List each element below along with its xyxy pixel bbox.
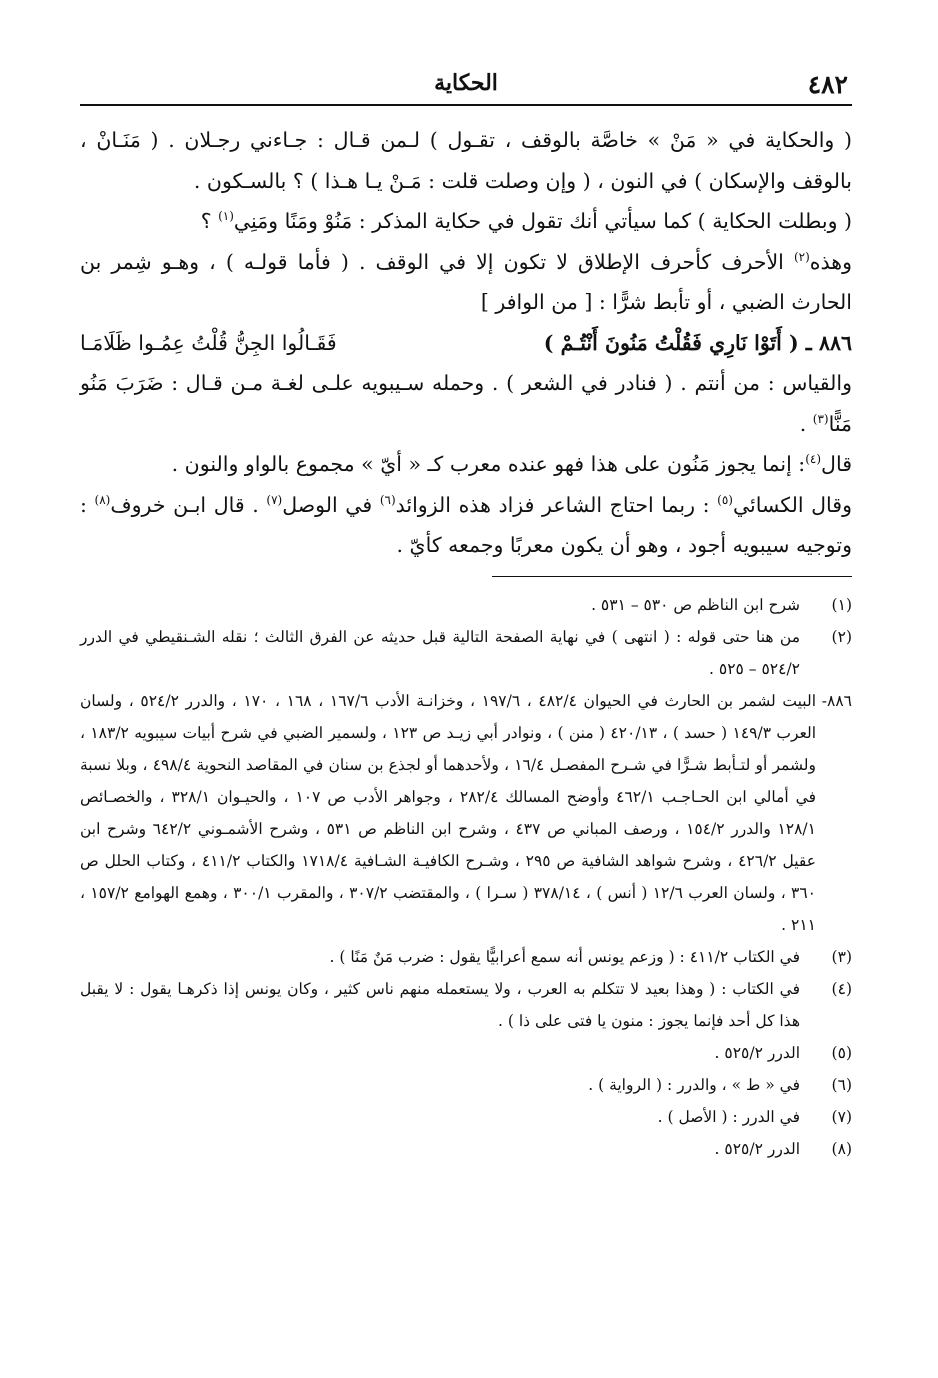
footnote-ref-8: (٨) [94,492,111,507]
paragraph-5: قال$^{(٤)}$: إنما يجوز مَنُون على هذا فهو عنده معرب كـ « أيّ » مجموع بالواو والنون . [171,452,852,476]
footnote-4 [80,973,852,1037]
paragraph-4: والقياس : من أنتم . ( فنادر في الشعر ) . وحمله سـيبويه علـى لغـة مـن قـال : ضَرَبَ مَنُو مَنًّا$^{(٣)}$ . [80,371,852,436]
verse-second-hemistich: فَقَـالُوا الجِنُّ قُلْتُ عِمُـوا ظَلَامَـا [80,330,337,355]
footnote-text: في الكتاب : ( وهذا بعيد لا تتكلم به العرب ، ولا يستعمله منهم ناس كثير ، وكان يونس إذا ذكرهـا يقول : لا يقبل هذا كل أحد فإنما يجوز : منون يا فتى على ذا ) . [80,979,800,1030]
page-header [80,68,852,106]
footnote-2 [80,621,852,685]
footnote-number: (٧) [831,1107,852,1126]
verse-first-hemistich: ٨٨٦ ـ ( أَتَوْا نَارِي فَقُلْتُ مَنُونَ أَنْتُـمْ ) [543,330,852,355]
footnotes [80,589,852,1165]
footnote-ref-3: (٣) [812,411,829,426]
footnote-text: في « ط » ، والدرر : ( الرواية ) . [588,1075,800,1094]
poetry-verse [80,323,852,364]
verse-source-note [80,685,852,941]
paragraph-1: ( والحكاية في « مَنْ » خاصَّة بالوقف ، تقـول ) لـمن قـال : جـاءني رجـلان . ( مَنَـانْ ، بالوقف والإسكان ) في النون ، ( وإن وصلت قلت : مَـنْ يـا هـذا ) ؟ بالسـكون . [80,128,852,193]
footnote-ref-6: (٦) [379,492,396,507]
footnote-text: في الدرر : ( الأصل ) . [657,1107,800,1126]
footnote-text: شرح ابن الناظم ص ٥٣٠ – ٥٣١ . [591,595,800,614]
paragraph-3: وهذه$^{(٢)}$ الأحرف كأحرف الإطلاق لا تكون إلا في الوقف . ( فأما قولـه ) ، وهـو شِمر بن الحارث الضبي ، أو تأبط شرًّا : [ من الوافر ] [80,249,852,314]
main-text [80,120,852,566]
footnote-number: (٥) [831,1043,852,1062]
chapter-title: الحكاية [434,70,498,96]
footnote-6 [80,1069,852,1101]
footnote-number: (٤) [831,979,852,998]
paragraph-6: وقال الكسائي$^{(٥)}$ : ربما احتاج الشاعر فزاد هذه الزوائد$^{(٦)}$ في الوصل$^{(٧)}$ . قال ابـن خروف$^{(٨)}$ : وتوجيه سيبويه أجود ، وهو أن يكون معربًا وجمعه كأيّ . [80,492,853,557]
footnote-text: من هنا حتى قوله : ( انتهى ) في نهاية الصفحة التالية قبل حديثه عن الفرق الثالث ؛ نقله الشـنقيطي في الدرر ٥٢٤/٢ – ٥٢٥ . [80,627,800,678]
footnote-1 [80,589,852,621]
footnote-ref-2: (٢) [793,249,810,264]
footnote-number: (٢) [831,627,852,646]
footnote-divider [492,576,852,577]
footnote-ref-7: (٧) [266,492,283,507]
footnote-text: الدرر ٥٢٥/٢ . [714,1043,800,1062]
footnote-number: (١) [831,595,852,614]
footnote-ref-5: (٥) [717,492,733,507]
footnote-8 [80,1133,852,1165]
footnote-text: الدرر ٥٢٥/٢ . [714,1139,800,1158]
footnote-7 [80,1101,852,1133]
footnote-text: في الكتاب ٤١١/٢ : ( وزعم يونس أنه سمع أعرابيًّا يقول : ضرب مَنٌ مَنًا ) . [329,947,800,966]
footnote-3 [80,941,852,973]
footnote-text: البيت لشمر بن الحارث في الحيوان ٤٨٢/٤ ، ١٩٧/٦ ، وخزانـة الأدب ١٦٧/٦ ، ١٦٨ ، ١٧٠ ، والدرر ٥٢٤/٢ ، ولسان العرب ١٤٩/٣ ( حسد ) ، ٤٢٠/١٣ ( منن ) ، ونوادر أبي زيـد ص ١٢٣ ، ولسمير الضبي في شرح أبيات سيبويه ١٨٣/٢ ، ولشمر أو لتـأبط شـرًّا في شـرح المفصـل ١٦/٤ ، ولأحدهما أو لجذع بن سنان في المقاصد النحوية ٤٩٨/٤ ، وبلا نسبة في أمالي ابن الحـاجـب ٤٦٢/١ وأوضح المسالك ٢٨٢/٤ ، وجواهر الأدب ص ١٠٧ ، والحيـوان ٣٢٨/١ ، والخصـائص ١٢٨/١ والدرر ١٥٤/٢ ، ورصف المباني ص ٤٣٧ ، وشرح ابن الناظم ص ٥٣١ ، وشرح الأشمـوني ٦٤٢/٢ وشرح ابن عقيل ٤٢٦/٢ ، وشرح شواهد الشافية ص ٢٩٥ ، وشـرح الكافيـة الشـافية ١٧١٨/٤ والكتاب ٤١١/٢ ، وكتاب الحلل ص ٣٦٠ ، ولسان العرب ١٢/٦ ( أنس ) ، ٣٧٨/١٤ ( سـرا ) ، والمقتضب ٣٠٧/٢ ، والمقرب ٣٠٠/١ ، وهمع الهوامع ١٥٧/٢ ، ٢١١ . [80,691,817,934]
footnote-5 [80,1037,852,1069]
footnote-ref-1: (١) [218,209,234,224]
footnote-number: ٨٨٦- [821,691,852,710]
footnote-number: (٨) [831,1139,852,1158]
footnote-ref-4: (٤) [805,452,822,467]
paragraph-2: ( وبطلت الحكاية ) كما سيأتي أنك تقول في حكاية المذكر : مَنُوْ ومَنًا ومَنِي$^{(١)}$ ؟ [200,209,852,233]
footnote-number: (٦) [831,1075,852,1094]
page-number: ٤٨٢ [807,70,848,99]
footnote-number: (٣) [831,947,852,966]
book-page [80,68,852,1165]
